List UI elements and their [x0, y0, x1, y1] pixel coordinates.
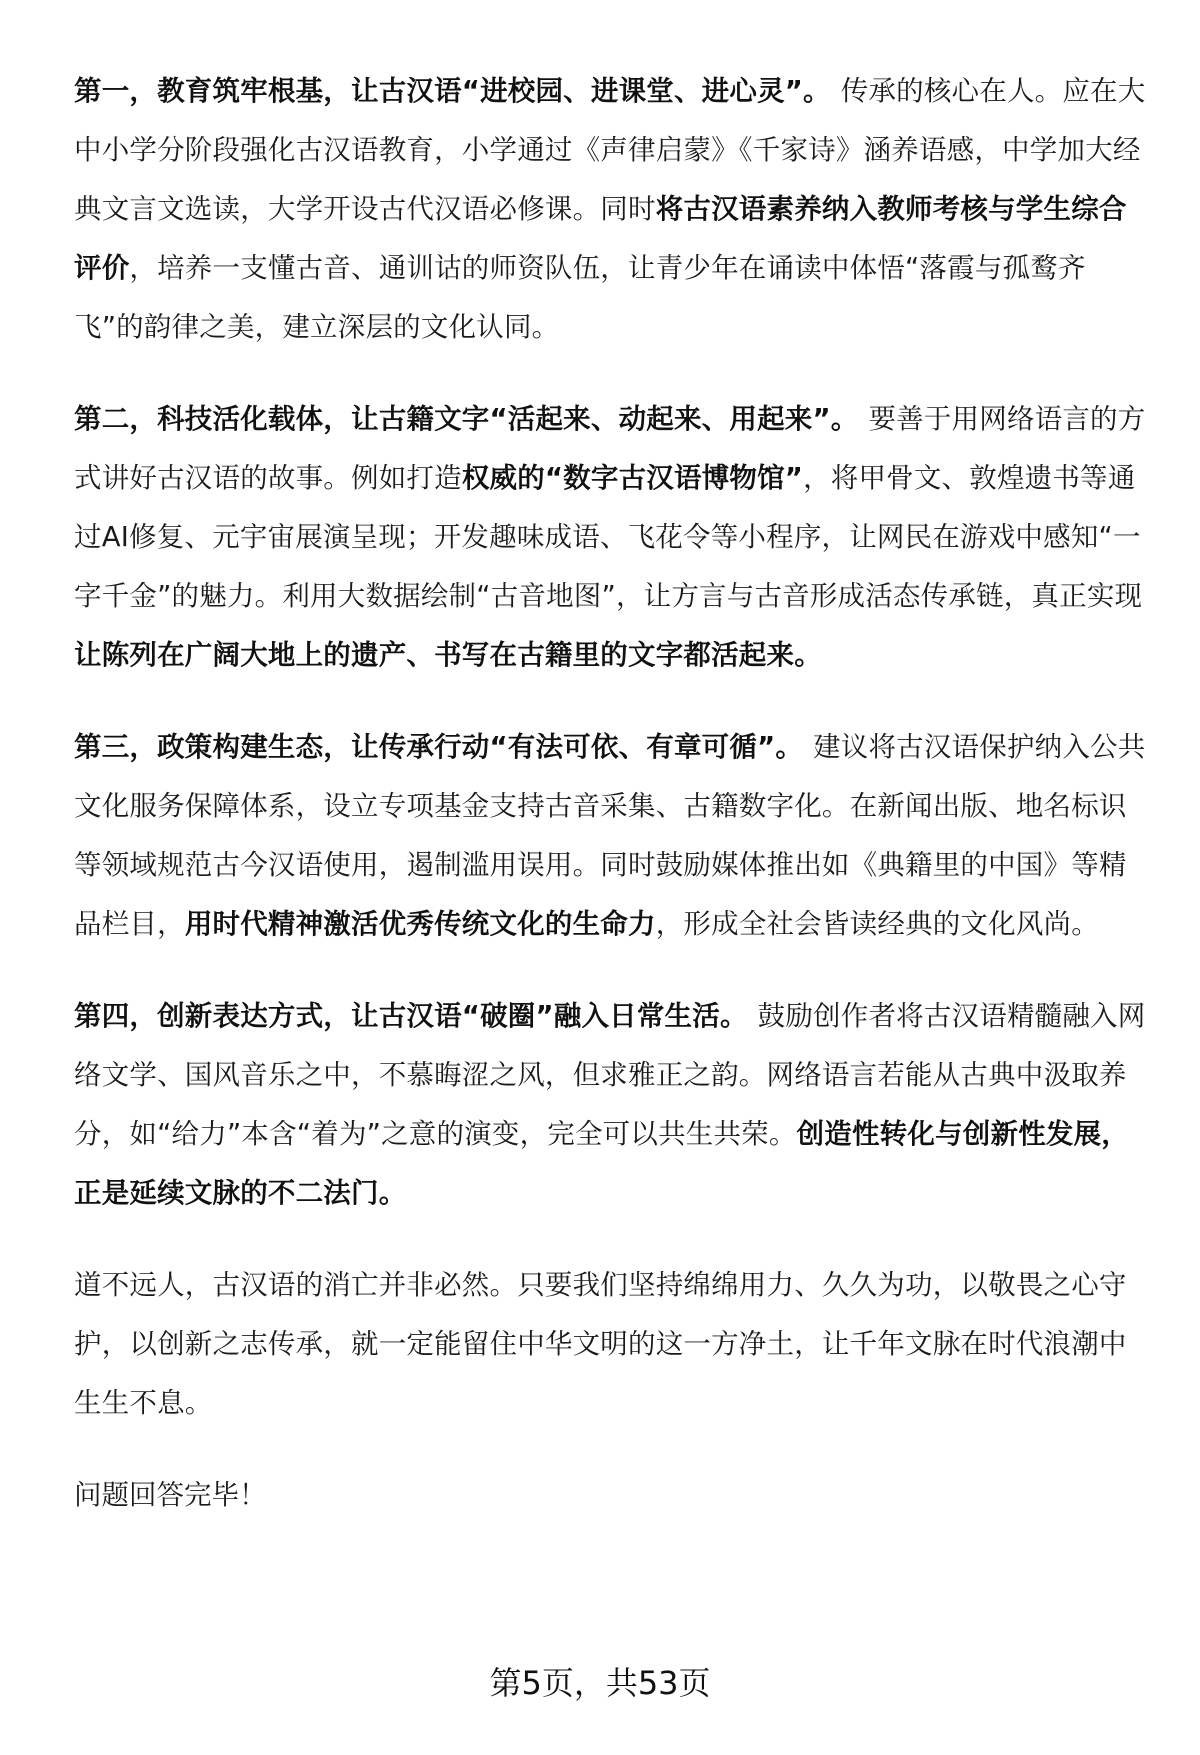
paragraph-innovation	[74, 987, 1154, 1223]
paragraph-lead: 第四，创新表达方式，让古汉语“破圈”融入日常生活。	[74, 1000, 748, 1032]
paragraph-text: ，将甲骨文、敦煌遗书等通过AI修复、元宇宙展演呈现；开发趣味成语、飞花令等小程序，让网民在游戏中感知“一字千金”的魅力。利用大数据绘制“古音地图”，让方言与古音形成活态传承链，真正实现	[74, 462, 1143, 612]
paragraph-education	[74, 62, 1154, 357]
paragraph-policy	[74, 718, 1154, 954]
paragraph-text: 鼓励创作者将古汉语精髓融入网络文学、国风音乐之中，不慕晦涩之风，但求雅正之韵。网络语言若能从古典中汲取养分，如“给力”本含“着为”之意的演变，完全可以共生共荣。	[74, 1000, 1146, 1150]
page-number-footer: 第5页，共53页	[489, 1664, 711, 1702]
closing-remark: 问题回答完毕！	[74, 1479, 267, 1511]
paragraph-lead: 第一，教育筑牢根基，让古汉语“进校园、进课堂、进心灵”。	[74, 75, 831, 107]
paragraph-lead: 第三，政策构建生态，让传承行动“有法可依、有章可循”。	[74, 731, 804, 763]
paragraph-text: ，形成全社会皆读经典的文化风尚。	[655, 908, 1099, 940]
paragraph-conclusion: 道不远人，古汉语的消亡并非必然。只要我们坚持绵绵用力、久久为功，以敬畏之心守护，以创新之志传承，就一定能留住中华文明的这一方净土，让千年文脉在时代浪潮中生生不息。	[74, 1269, 1127, 1419]
paragraph-emphasis: 权威的“数字古汉语博物馆”	[461, 462, 804, 494]
paragraph-text: 传承的核心在人。应在大中小学分阶段强化古汉语教育，小学通过《声律启蒙》《千家诗》涵养语感，中学加大经典文言文选读，大学开设古代汉语必修课。同时	[74, 75, 1146, 225]
paragraph-emphasis: 将古汉语素养纳入教师考核与学生综合评价	[74, 193, 1127, 284]
paragraph-technology	[74, 390, 1154, 685]
paragraph-emphasis: 让陈列在广阔大地上的遗产、书写在古籍里的文字都活起来。	[74, 639, 822, 671]
paragraph-lead: 第二，科技活化载体，让古籍文字“活起来、动起来、用起来”。	[74, 403, 859, 435]
paragraph-text: 建议将古汉语保护纳入公共文化服务保障体系，设立专项基金支持古音采集、古籍数字化。在新闻出版、地名标识等领域规范古今汉语使用，遏制滥用误用。同时鼓励媒体推出如《典籍里的中国》等精品栏目，	[74, 731, 1146, 940]
paragraph-emphasis: 用时代精神激活优秀传统文化的生命力	[184, 908, 656, 940]
paragraph-text: ，培养一支懂古音、通训诂的师资队伍，让青少年在诵读中体悟“落霞与孤鹜齐飞”的韵律之美，建立深层的文化认同。	[74, 252, 1086, 343]
paragraph-emphasis: 创造性转化与创新性发展，正是延续文脉的不二法门。	[74, 1118, 1129, 1209]
paragraph-text: 要善于用网络语言的方式讲好古汉语的故事。例如打造	[74, 403, 1146, 494]
document-body	[74, 62, 1154, 1525]
